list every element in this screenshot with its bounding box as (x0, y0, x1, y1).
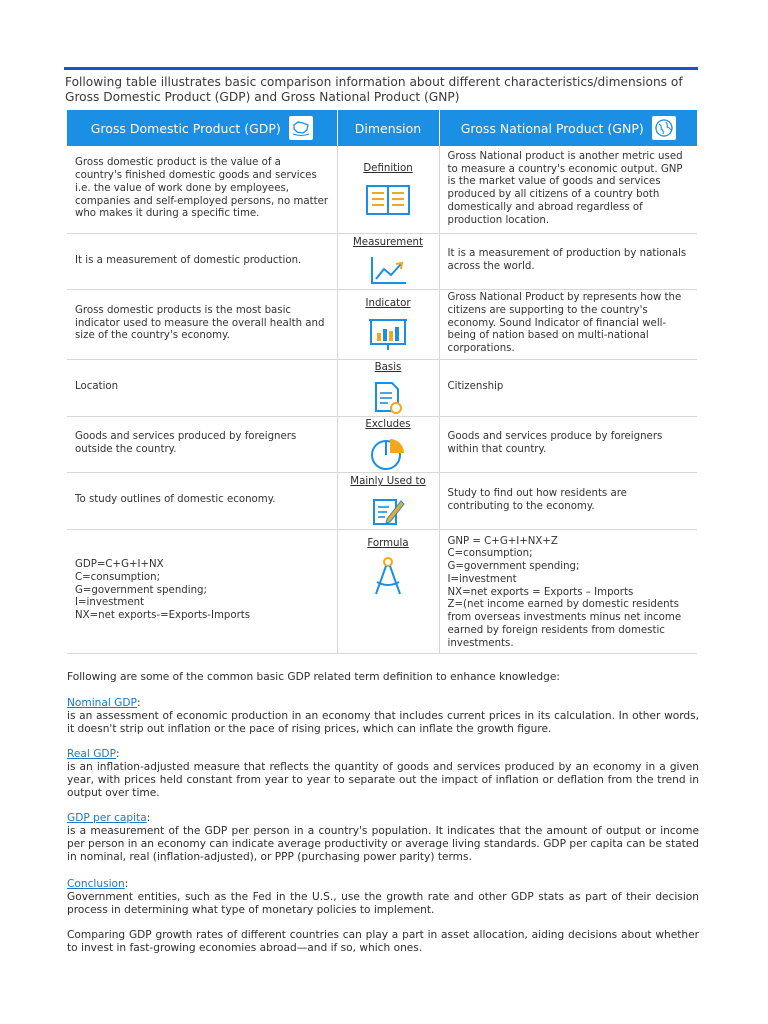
gnp-formula-line: GNP = C+G+I+NX+Z (447, 535, 558, 547)
term-link-real[interactable]: Real GDP (67, 748, 116, 760)
dimension-cell (337, 146, 439, 233)
gdp-cell: Gross domestic product is the value of a country's finished domestic goods and services i.e. the value of work done by employees, companies and self-employed persons, no matter who makes it during a specific time. (67, 146, 337, 233)
header-gdp (67, 110, 337, 146)
gdp-formula-line: I=investment (75, 597, 145, 609)
table-row (67, 529, 697, 653)
term-block-nominal: Nominal GDP: is an assessment of economic production in an economy that includes current prices in its calculation. In other words, it doesn't strip out inflation or the pace of rising prices, which can inflate the growth figure. (67, 697, 699, 735)
closing-paragraph: Comparing GDP growth rates of different countries can play a part in asset allocation, aiding decisions about whether to invest in fast-growing economies abroad—and if so, which ones. (67, 929, 699, 954)
gnp-formula-cell (439, 529, 697, 653)
intro-paragraph: Following table illustrates basic comparison information about different characteristics/dimensions of Gross Domestic Product (GDP) and Gross National Product (GNP) (65, 75, 683, 104)
table-row (67, 359, 697, 416)
gnp-cell: It is a measurement of production by nationals across the world. (439, 233, 697, 289)
gnp-formula-line: NX=net exports = Exports – Imports (447, 586, 634, 598)
gdp-formula-cell (67, 529, 337, 653)
gdp-cell: Location (67, 359, 337, 416)
gdp-cell: To study outlines of domestic economy. (67, 472, 337, 529)
term-block-conclusion: Conclusion: Government entities, such as the Fed in the U.S., use the growth rate and other GDP stats as part of their decision process in determining what type of monetary policies to implement. (67, 878, 699, 916)
dimension-cell (337, 416, 439, 472)
dimension-cell (337, 472, 439, 529)
header-dimension: Dimension (337, 110, 439, 146)
header-gdp-label: Gross Domestic Product (GDP) (90, 120, 281, 136)
gnp-formula-line: Z=(net income earned by domestic residents from overseas investments minus net income earned by foreign residents from domestic investments. (447, 599, 682, 649)
dimension-cell (337, 529, 439, 653)
pie-chart-icon (370, 437, 406, 471)
gnp-cell: Citizenship (439, 359, 697, 416)
gnp-formula-line: G=government spending; (447, 561, 580, 573)
gdp-formula-line: C=consumption; (75, 571, 161, 583)
table-row (67, 416, 697, 472)
line-chart-icon (368, 255, 408, 287)
term-block-per-capita: GDP per capita: is a measurement of the GDP per person in a country's population. It indicates that the amount of output or income per person in an economy can indicate average productivity or average living standards. GDP per capita can be stated in nominal, real (inflation-adjusted), or PPP (purchasing power parity) terms. (67, 812, 699, 863)
table-row (67, 233, 697, 289)
dimension-label: Basis (374, 362, 402, 374)
term-definition: is an inflation-adjusted measure that reflects the quantity of goods and services produced by an economy in a given year, with prices held constant from year to year to separate out the impact of inflation or deflation from the trend in output over time. (67, 761, 699, 799)
term-block-real: Real GDP: is an inflation-adjusted measure that reflects the quantity of goods and services produced by an economy in a given year, with prices held constant from year to year to separate out the impact of inflation or deflation from the trend in output over time. (67, 748, 699, 799)
header-gnp-label: Gross National Product (GNP) (460, 120, 644, 136)
globe-icon (652, 116, 676, 140)
globe-map-icon (289, 116, 313, 140)
header-gnp (439, 110, 697, 146)
top-rule (64, 67, 698, 70)
dimension-label: Measurement (353, 236, 423, 248)
dimension-label: Indicator (365, 297, 411, 309)
dimension-label: Excludes (365, 418, 411, 430)
term-definition: is an assessment of economic production in an economy that includes current prices in its calculation. In other words, it doesn't strip out inflation or the pace of rising prices, which can inflate the growth figure. (67, 710, 699, 735)
gnp-formula-line: C=consumption; (447, 548, 533, 560)
term-definition: Government entities, such as the Fed in the U.S., use the growth rate and other GDP stats as part of their decision process in determining what type of monetary policies to implement. (67, 891, 699, 916)
gdp-cell: Gross domestic products is the most basic indicator used to measure the overall health and size of the country's economy. (67, 289, 337, 359)
gnp-formula-line: I=investment (447, 573, 517, 585)
document-icon (372, 381, 404, 415)
table-row (67, 472, 697, 529)
term-link-nominal[interactable]: Nominal GDP (67, 697, 137, 709)
table-row (67, 146, 697, 233)
gdp-formula-line: G=government spending; (75, 584, 207, 596)
gdp-cell: It is a measurement of domestic production. (67, 233, 337, 289)
following-text: Following are some of the common basic GDP related term definition to enhance knowledge: (67, 671, 560, 683)
table-row (67, 289, 697, 359)
dimension-cell (337, 233, 439, 289)
table-header-row (67, 110, 697, 146)
term-link-per-capita[interactable]: GDP per capita (67, 812, 147, 824)
dimension-label: Formula (367, 537, 409, 549)
presentation-chart-icon (367, 316, 409, 352)
book-icon (365, 182, 411, 218)
gdp-cell: Goods and services produced by foreigners outside the country. (67, 416, 337, 472)
term-definition: is a measurement of the GDP per person in a country's population. It indicates that the amount of output or income per person in an economy can indicate average productivity or average living standards. GDP per capita can be stated in nominal, real (inflation-adjusted), or PPP (purchasing power parity) terms. (67, 825, 699, 863)
gdp-formula-line: GDP=C+G+I+NX (75, 559, 164, 570)
gnp-cell: Study to find out how residents are contributing to the economy. (439, 472, 697, 529)
dimension-cell (337, 289, 439, 359)
gnp-cell: Goods and services produce by foreigners within that country. (439, 416, 697, 472)
gnp-cell: Gross National Product by represents how the citizens are supporting to the country's economy. Sound Indicator of financial well-being of nation based on multi-national corporations. (439, 289, 697, 359)
dimension-label: Mainly Used to (350, 476, 426, 488)
edit-note-icon (371, 495, 405, 527)
dimension-cell (337, 359, 439, 416)
compass-icon (371, 556, 405, 598)
gdp-formula-line: NX=net exports-=Exports-Imports (75, 610, 251, 622)
term-link-conclusion[interactable]: Conclusion (67, 878, 125, 890)
gnp-cell: Gross National product is another metric used to measure a country's economic output. GNP is the market value of goods and services produced by all citizens of a country both domestically and abroad regardless of production location. (439, 146, 697, 233)
comparison-table (67, 110, 697, 654)
dimension-label: Definition (363, 162, 413, 174)
